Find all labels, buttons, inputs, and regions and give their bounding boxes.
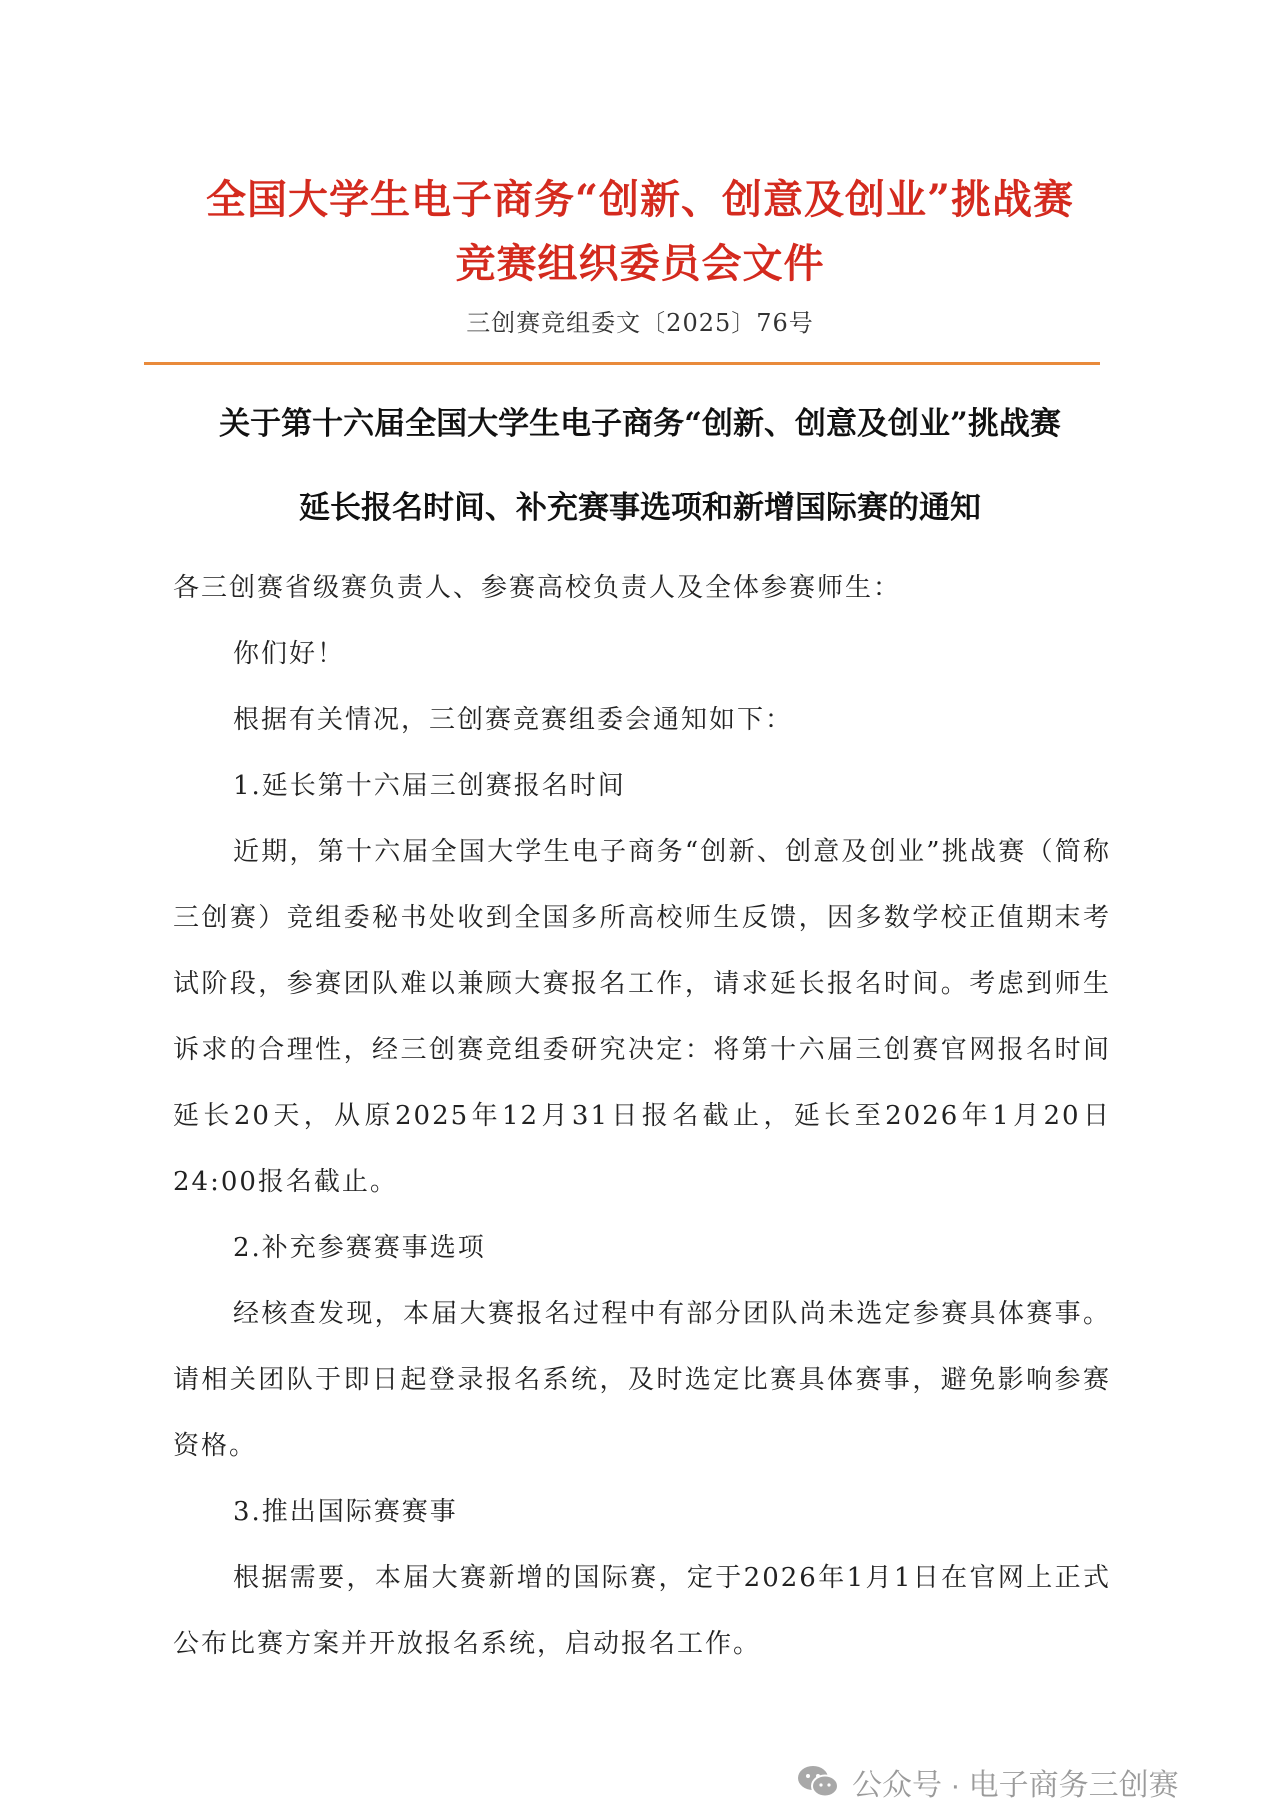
document-number: 三创赛竞组委文〔2025〕76号: [466, 309, 814, 337]
notice-body: [173, 555, 1111, 1677]
header-divider: [144, 362, 1100, 365]
section2-heading: 2.补充参赛赛事选项: [233, 1233, 486, 1263]
section3-paragraph: 根据需要，本届大赛新增的国际赛，定于2026年1月1日在官网上正式公布比赛方案并开放报名系统，启动报名工作。: [173, 1563, 1111, 1659]
wechat-icon: [796, 1764, 840, 1800]
notice-title-line1: 关于第十六届全国大学生电子商务“创新、创意及创业”挑战赛: [219, 406, 1061, 442]
section3-heading: 3.推出国际赛赛事: [233, 1497, 458, 1527]
document-header-committee: 竞赛组织委员会文件: [455, 240, 825, 287]
document-header-organization: 全国大学生电子商务“创新、创意及创业”挑战赛: [205, 176, 1074, 223]
notice-title-line2: 延长报名时间、补充赛事选项和新增国际赛的通知: [299, 490, 981, 526]
section1-paragraph: 近期，第十六届全国大学生电子商务“创新、创意及创业”挑战赛（简称三创赛）竞组委秘书处收到全国多所高校师生反馈，因多数学校正值期末考试阶段，参赛团队难以兼顾大赛报名工作，请求延长报名时间。考虑到师生诉求的合理性，经三创赛竞组委研究决定：将第十六届三创赛官网报名时间延长20天，从原2025年12月31日报名截止，延长至2026年1月20日24:00报名截止。: [173, 837, 1111, 1197]
section1-heading: 1.延长第十六届三创赛报名时间: [233, 771, 626, 801]
watermark-text: 公众号 · 电子商务三创赛: [852, 1769, 1179, 1802]
wechat-watermark: [796, 1760, 1179, 1804]
section2-paragraph: 经核查发现，本届大赛报名过程中有部分团队尚未选定参赛具体赛事。请相关团队于即日起登录报名系统，及时选定比赛具体赛事，避免影响参赛资格。: [173, 1299, 1111, 1461]
intro-paragraph: 根据有关情况，三创赛竞赛组委会通知如下：: [233, 705, 794, 735]
greeting: 你们好！: [233, 639, 346, 669]
salutation: 各三创赛省级赛负责人、参赛高校负责人及全体参赛师生：: [173, 573, 902, 603]
